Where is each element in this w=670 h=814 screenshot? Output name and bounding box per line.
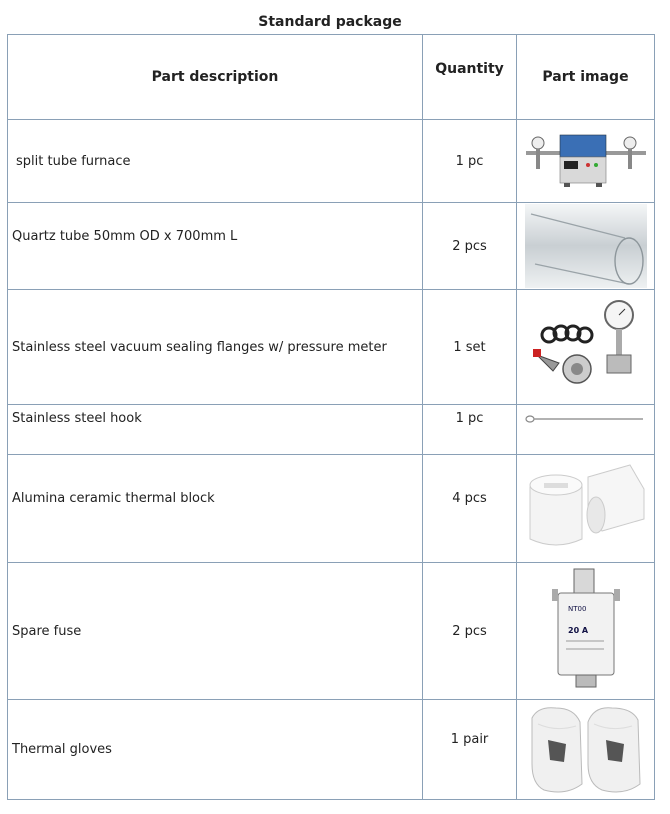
table-row	[8, 563, 655, 700]
header-row	[8, 35, 655, 120]
flange-gauge-icon	[531, 299, 641, 395]
row-description: Thermal gloves	[8, 700, 423, 800]
fuse-icon	[546, 567, 626, 695]
row-image	[517, 405, 655, 455]
row-description: Quartz tube 50mm OD x 700mm L	[8, 203, 423, 290]
fuse-brand: NT00	[567, 605, 586, 613]
ceramic-block-icon	[526, 463, 646, 555]
header-quantity: Quantity	[423, 35, 517, 120]
row-description: split tube furnace	[8, 120, 423, 203]
row-quantity: 1 pc	[423, 120, 517, 203]
table-row	[8, 120, 655, 203]
fuse-rating: 20 A	[567, 626, 588, 635]
row-quantity: 2 pcs	[423, 563, 517, 700]
row-image	[517, 290, 655, 405]
row-quantity: 1 pair	[423, 700, 517, 800]
row-image	[517, 120, 655, 203]
row-description: Stainless steel vacuum sealing flanges w/ pressure meter	[8, 290, 423, 405]
row-description: Stainless steel hook	[8, 405, 423, 455]
row-quantity: 1 set	[423, 290, 517, 405]
row-quantity: 4 pcs	[423, 455, 517, 563]
quartz-tube-icon	[525, 204, 647, 288]
table-row	[8, 455, 655, 563]
package-table	[7, 34, 655, 800]
table-title: Standard package	[258, 14, 402, 30]
table-row	[8, 290, 655, 405]
row-description: Alumina ceramic thermal block	[8, 455, 423, 563]
table-row	[8, 700, 655, 800]
row-quantity: 1 pc	[423, 405, 517, 455]
header-image: Part image	[517, 35, 655, 120]
row-image	[517, 563, 655, 700]
row-description: Spare fuse	[8, 563, 423, 700]
tube-furnace-icon	[526, 129, 646, 193]
table-row	[8, 405, 655, 455]
row-quantity: 2 pcs	[423, 203, 517, 290]
hook-icon	[525, 413, 647, 425]
table-row	[8, 203, 655, 290]
row-image	[517, 700, 655, 800]
header-description: Part description	[8, 35, 423, 120]
row-image	[517, 203, 655, 290]
row-image	[517, 455, 655, 563]
gloves-icon	[526, 704, 646, 796]
